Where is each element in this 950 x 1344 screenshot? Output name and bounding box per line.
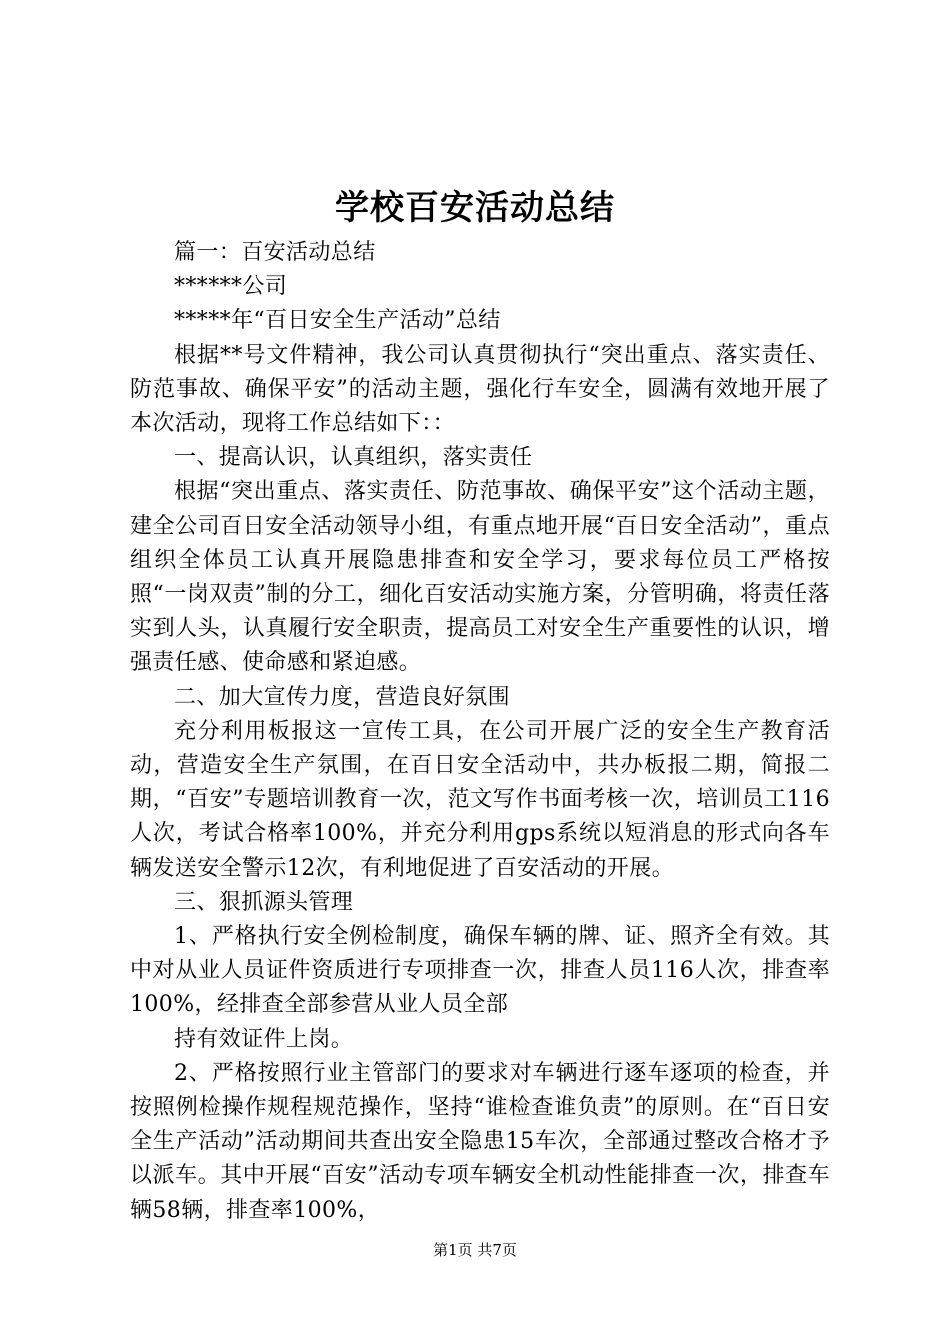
section-heading: 篇一：百安活动总结: [174, 240, 376, 265]
section-1-paragraph: 根据“突出重点、落实责任、防范事故、确保平安”这个活动主题，建全公司百日安全活动领导小组，有重点地开展“百日安全活动”，重点组织全体员工认真开展隐患排查和安全学习，要求每位员工严格按照“一岗双责”制的分工，细化百安活动实施方案，分管明确，将责任落实到人头，认真履行安全职责，提高员工对安全生产重要性的认识，增强责任感、使命感和紧迫感。: [130, 479, 830, 676]
summary-heading: *****年“百日安全生产活动”总结: [174, 308, 501, 334]
document-title: 学校百安活动总结: [335, 188, 615, 228]
section-2-heading: 二、加大宣传力度，营造良好氛围: [174, 684, 511, 710]
document-body: [130, 236, 830, 1228]
section-3-item-1-continued: 持有效证件上岗。: [174, 1026, 354, 1052]
section-3-item-1: 1、严格执行安全例检制度，确保车辆的牌、证、照齐全有效。其中对从业人员证件资质进行专项排查一次，排查人员116人次，排查率100%，经排查全部参营从业人员全部: [130, 924, 830, 1018]
section-2-paragraph: 充分利用板报这一宣传工具，在公司开展广泛的安全生产教育活动，营造安全生产氛围，在百日安全活动中，共办板报二期，简报二期，“百安”专题培训教育一次，范文写作书面考核一次，培训员工116人次，考试合格率100%，并充分利用gps系统以短消息的形式向各车辆发送安全警示12次，有利地促进了百安活动的开展。: [130, 718, 830, 881]
intro-paragraph: 根据**号文件精神，我公司认真贯彻执行“突出重点、落实责任、防范事故、确保平安”的活动主题，强化行车安全，圆满有效地开展了本次活动，现将工作总结如下：：: [130, 342, 830, 437]
section-1-heading: 一、提高认识，认真组织，落实责任: [174, 445, 533, 471]
page-number-footer: 第1页 共7页: [433, 1241, 517, 1259]
company-line: ******公司: [174, 274, 288, 300]
section-3-item-2: 2、严格按照行业主管部门的要求对车辆进行逐车逐项的检查，并按照例检操作规程规范操作，坚持“谁检查谁负责”的原则。在“百日安全生产活动”活动期间共查出安全隐患15车次，全部通过整改合格才予以派车。其中开展“百安”活动专项车辆安全机动性能排查一次，排查车辆58辆，排查率100%，: [130, 1060, 830, 1223]
section-3-heading: 三、狠抓源头管理: [174, 889, 354, 915]
